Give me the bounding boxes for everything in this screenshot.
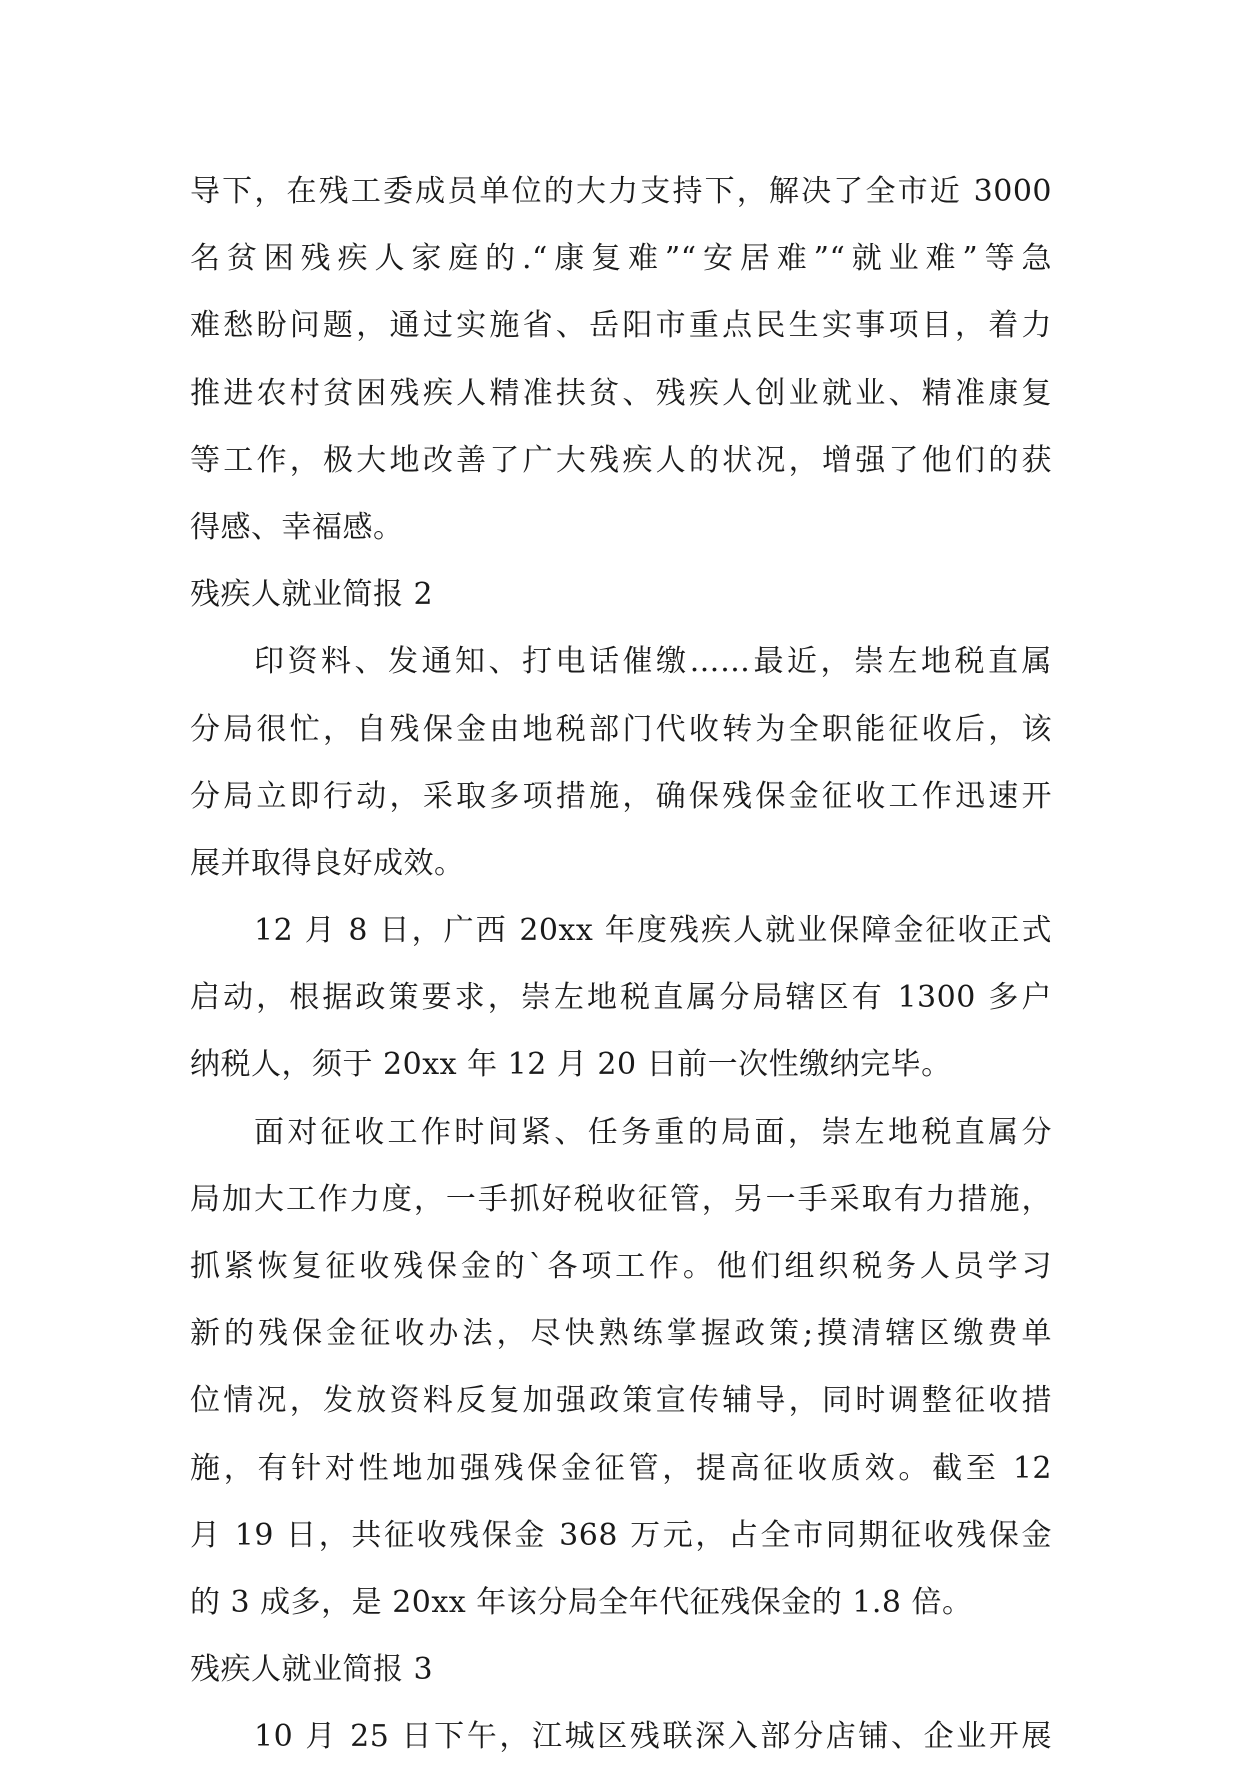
text-line: 月 19 日，共征收残保金 368 万元，占全市同期征收残保金 bbox=[190, 1517, 1052, 1553]
paragraph-4 bbox=[190, 1099, 1052, 1637]
text-line: 难愁盼问题，通过实施省、岳阳市重点民生实事项目，着力 bbox=[190, 308, 1052, 344]
text-line: 新的残保金征收办法，尽快熟练掌握政策;摸清辖区缴费单 bbox=[190, 1316, 1052, 1352]
text-line: 的 3 成多，是 20xx 年该分局全年代征残保金的 1.8 倍。 bbox=[190, 1584, 973, 1620]
paragraph-5 bbox=[190, 1703, 1052, 1770]
text-line: 12 月 8 日，广西 20xx 年度残疾人就业保障金征收正式 bbox=[254, 913, 1052, 949]
text-line: 启动，根据政策要求，崇左地税直属分局辖区有 1300 多户 bbox=[190, 980, 1052, 1016]
text-line: 推进农村贫困残疾人精准扶贫、残疾人创业就业、精准康复 bbox=[190, 375, 1052, 411]
text-line: 10 月 25 日下午，江城区残联深入部分店铺、企业开展 bbox=[254, 1719, 1052, 1755]
text-line: 导下，在残工委成员单位的大力支持下，解决了全市近 3000 bbox=[190, 174, 1052, 209]
text-line: 等工作，极大地改善了广大残疾人的状况，增强了他们的获 bbox=[190, 442, 1052, 478]
document-page bbox=[190, 158, 1052, 1771]
text-line: 局加大工作力度，一手抓好税收征管，另一手采取有力措施， bbox=[190, 1181, 1052, 1217]
text-line: 位情况，发放资料反复加强政策宣传辅导，同时调整征收措 bbox=[190, 1383, 1052, 1419]
text-line: 分局很忙，自残保金由地税部门代收转为全职能征收后，该 bbox=[190, 711, 1052, 747]
section-heading-3: 残疾人就业简报 3 bbox=[190, 1652, 434, 1688]
paragraph-2 bbox=[190, 628, 1052, 897]
text-line: 名贫困残疾人家庭的.“康复难”“安居难”“就业难”等急 bbox=[190, 241, 1052, 277]
text-line: 得感、幸福感。 bbox=[190, 509, 404, 545]
text-line: 分局立即行动，采取多项措施，确保残保金征收工作迅速开 bbox=[190, 778, 1052, 814]
text-line: 纳税人，须于 20xx 年 12 月 20 日前一次性缴纳完毕。 bbox=[190, 1047, 952, 1083]
paragraph-1 bbox=[190, 158, 1052, 561]
paragraph-3 bbox=[190, 897, 1052, 1099]
text-line: 印资料、发通知、打电话催缴……最近，崇左地税直属 bbox=[254, 644, 1052, 680]
text-line: 施，有针对性地加强残保金征管，提高征收质效。截至 12 bbox=[190, 1450, 1052, 1486]
text-line: 展并取得良好成效。 bbox=[190, 845, 465, 881]
section-heading-2: 残疾人就业简报 2 bbox=[190, 577, 434, 613]
text-line: 抓紧恢复征收残保金的`各项工作。他们组织税务人员学习 bbox=[190, 1249, 1052, 1284]
text-line: 面对征收工作时间紧、任务重的局面，崇左地税直属分 bbox=[254, 1114, 1052, 1150]
